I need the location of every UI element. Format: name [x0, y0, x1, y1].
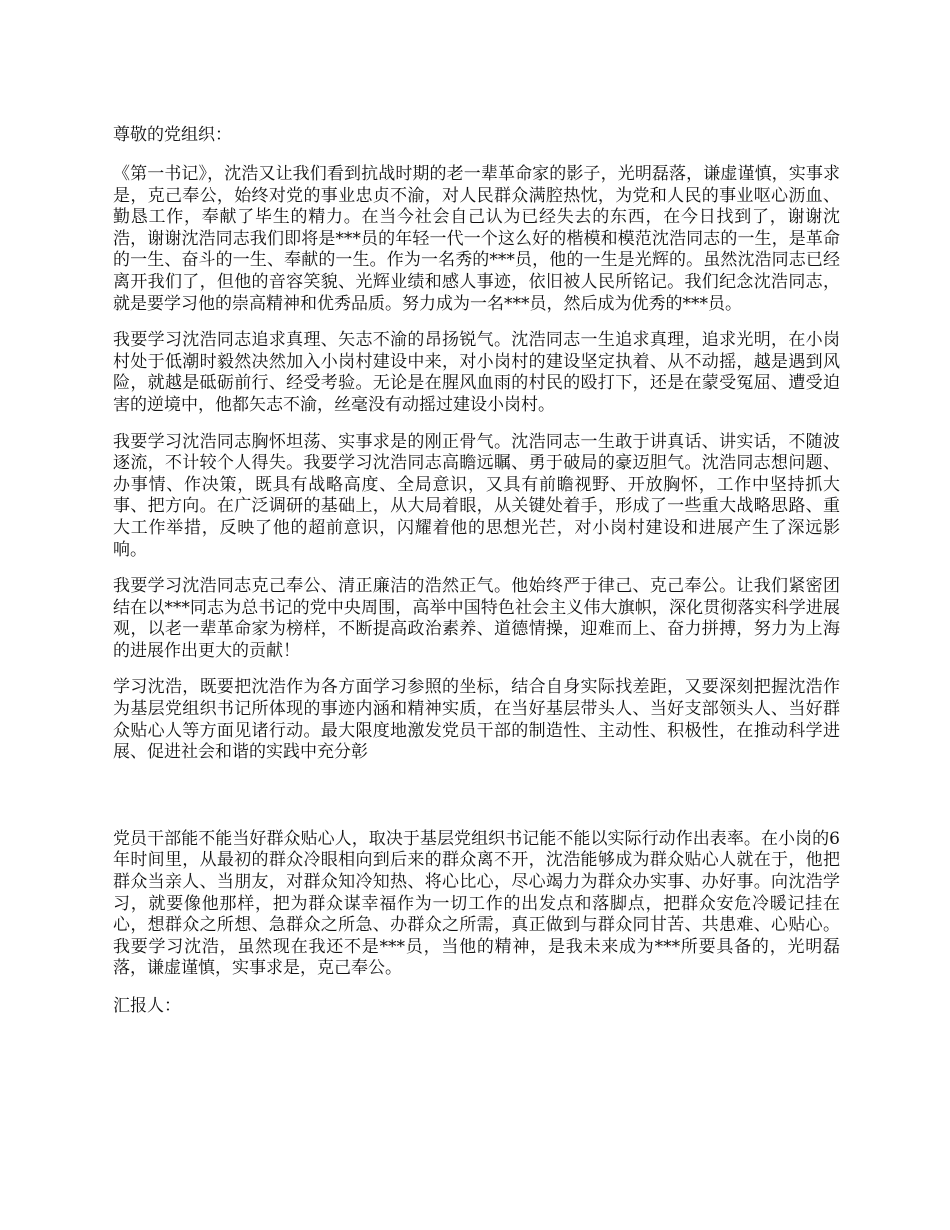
greeting: 尊敬的党组织： — [113, 125, 232, 145]
paragraph-6: 党员干部能不能当好群众贴心人，取决于基层党组织书记能不能以实际行动作出表率。在小岗的6年时间里，从最初的群众冷眼相向到后来的群众离不开，沈浩能够成为群众贴心人就在于，他把群众当亲人、当朋友，对群众知冷知热、将心比心，尽心竭力为群众办实事、办好事。向沈浩学习，就要像他那样，把为群众谋幸福作为一切工作的出发点和落脚点，把群众安危冷暖记挂在心，想群众之所想、急群众之所急、办群众之所需，真正做到与群众同甘苦、共患难、心贴心。我要学习沈浩，虽然现在我还不是***员，当他的精神，是我未来成为***所要具备的，光明磊落，谦虚谨慎，实事求是，克己奉公。 — [113, 828, 840, 979]
signature-label: 汇报人： — [113, 996, 181, 1016]
page-gap — [113, 779, 840, 829]
paragraph-5: 学习沈浩，既要把沈浩作为各方面学习参照的坐标，结合自身实际找差距，又要深刻把握沈浩作为基层党组织书记所体现的事迹内涵和精神实质，在当好基层带头人、当好支部领头人、当好群众贴心人等方面见诸行动。最大限度地激发党员干部的制造性、主动性、积极性，在推动科学进展、促进社会和谐的实践中充分彰 — [113, 677, 840, 763]
paragraph-4: 我要学习沈浩同志克己奉公、清正廉洁的浩然正气。他始终严于律己、克己奉公。让我们紧密团结在以***同志为总书记的党中央周围，高举中国特色社会主义伟大旗帜，深化贯彻落实科学进展观，以老一辈革命家为榜样，不断提高政治素养、道德情操，迎难而上、奋力拼搏，努力为上海的进展作出更大的贡献！ — [113, 576, 840, 661]
paragraph-2: 我要学习沈浩同志追求真理、矢志不渝的昂扬锐气。沈浩同志一生追求真理，追求光明，在小岗村处于低潮时毅然决然加入小岗村建设中来，对小岗村的建设坚定执着、从不动摇，越是遇到风险，就越是砥砺前行、经受考验。无论是在腥风血雨的村民的殴打下，还是在蒙受冤屈、遭受迫害的逆境中，他都矢志不渝，丝毫没有动摇过建设小岗村。 — [113, 330, 840, 415]
paragraph-3: 我要学习沈浩同志胸怀坦荡、实事求是的刚正骨气。沈浩同志一生敢于讲真话、讲实话，不随波逐流，不计较个人得失。我要学习沈浩同志高瞻远瞩、勇于破局的豪迈胆气。沈浩同志想问题、办事情、作决策，既具有战略高度、全局意识，又具有前瞻视野、开放胸怀，工作中坚持抓大事、把方向。在广泛调研的基础上，从大局着眼，从关键处着手，形成了一些重大战略思路、重大工作举措，反映了他的超前意识，闪耀着他的思想光芒，对小岗村建设和进展产生了深远影响。 — [113, 431, 840, 560]
letter-body — [113, 124, 840, 1017]
paragraph-1: 《第一书记》，沈浩又让我们看到抗战时期的老一辈革命家的影子，光明磊落，谦虚谨慎，实事求是，克己奉公，始终对党的事业忠贞不渝，对人民群众满腔热忱，为党和人民的事业呕心沥血、勤恳工作，奉献了毕生的精力。在当今社会自己认为已经失去的东西，在今日找到了，谢谢沈浩，谢谢沈浩同志我们即将是***员的年轻一代一个这么好的楷模和模范沈浩同志的一生，是革命的一生、奋斗的一生、奉献的一生。作为一名秀的***员，他的一生是光辉的。虽然沈浩同志已经离开我们了，但他的音容笑貌、光辉业绩和感人事迹，依旧被人民所铭记。我们纪念沈浩同志，就是要学习他的崇高精神和优秀品质。努力成为一名***员，然后成为优秀的***员。 — [113, 164, 840, 314]
